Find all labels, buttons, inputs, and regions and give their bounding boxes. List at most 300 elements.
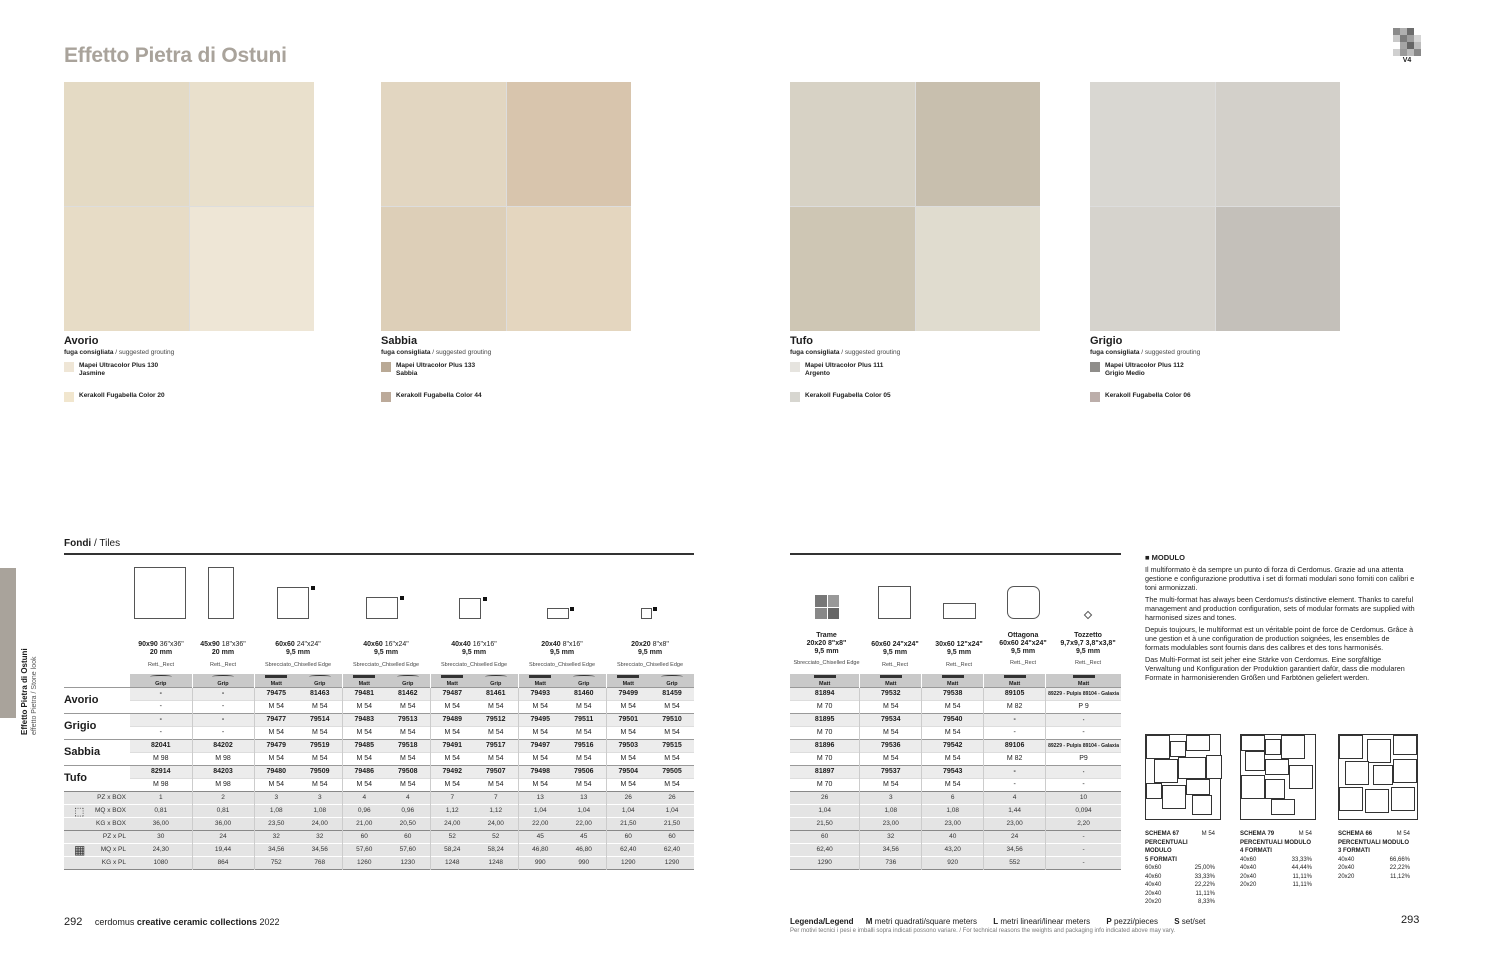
packaging-unit: M 54 xyxy=(606,700,650,713)
legend-text: set/set xyxy=(1181,917,1206,926)
size-in: 18"x36" xyxy=(221,641,246,648)
product-code: 81895 xyxy=(790,713,860,726)
packaging-unit: M 54 xyxy=(922,700,984,713)
packaging-unit: M 54 xyxy=(922,726,984,739)
packaging-unit: M 54 xyxy=(399,781,416,788)
grout-mapei xyxy=(64,362,304,378)
packaging-unit: - xyxy=(984,778,1046,791)
packaging-unit: M 54 xyxy=(922,778,984,791)
packaging-unit: M 54 xyxy=(311,729,328,736)
schema-66 xyxy=(1338,830,1410,881)
brand-name: cerdomus xyxy=(94,917,135,927)
schema-percent: 11,11% xyxy=(1195,890,1215,897)
packaging-unit: M 70 xyxy=(816,703,833,710)
product-code: 79506 xyxy=(562,765,606,778)
packaging-value: 40 xyxy=(922,830,984,843)
grout-kerakoll xyxy=(64,392,304,402)
packaging-unit: M 54 xyxy=(342,700,386,713)
legend-text: pezzi/pieces xyxy=(1113,917,1158,926)
grout-color-chip xyxy=(64,392,74,402)
packaging-value: 24 xyxy=(192,830,254,843)
product-code: 79511 xyxy=(562,713,606,726)
matt-icon xyxy=(529,675,551,678)
schema-percent: 33,33% xyxy=(1291,856,1312,863)
schema-size: 40x60 xyxy=(1145,873,1162,880)
finish-label: Grip xyxy=(666,680,678,687)
matt-icon xyxy=(617,675,639,678)
packaging-value: 7 xyxy=(474,791,518,804)
packaging-value: 43,20 xyxy=(922,843,984,856)
packaging-unit: M 54 xyxy=(575,755,592,762)
packaging-value: 52 xyxy=(474,830,518,843)
packaging-value: 4 xyxy=(984,791,1046,804)
schema-percent: 11,11% xyxy=(1292,873,1312,880)
color-info-grigio xyxy=(1090,335,1330,402)
packaging-value: 7 xyxy=(430,791,474,804)
packaging-value: 1290 xyxy=(790,856,860,869)
packaging-unit: M 54 xyxy=(430,778,474,791)
packaging-value: 21,50 xyxy=(790,817,860,830)
product-code: 79508 xyxy=(386,765,430,778)
finish-header xyxy=(254,674,298,687)
schema-size: 20x20 xyxy=(1240,882,1257,888)
schema-size: 60x60 xyxy=(1145,865,1162,871)
schema-size: 40x40 xyxy=(1338,856,1355,863)
packaging-unit: M 54 xyxy=(254,752,298,765)
size-label xyxy=(991,632,1055,667)
packaging-unit: M 54 xyxy=(311,703,328,710)
table-row xyxy=(790,765,1121,778)
product-code: 81896 xyxy=(790,739,860,752)
thickness: 9,5 mm xyxy=(637,649,663,656)
grout-kerakoll xyxy=(790,392,1030,402)
table-row xyxy=(64,700,694,713)
grout-name: Mapei Ultracolor Plus 112 xyxy=(1105,362,1184,369)
packaging-unit: - xyxy=(159,703,162,710)
size-in: 8"x8" xyxy=(652,641,669,648)
packaging-label-text: PZ x PL xyxy=(102,833,126,840)
finish-header xyxy=(430,674,474,687)
grigio-swatch-image xyxy=(1090,82,1340,331)
packaging-value: 24,00 xyxy=(430,817,474,830)
grout-name: Kerakoll Fugabella Color 05 xyxy=(805,392,891,399)
grip-icon xyxy=(397,675,419,678)
packaging-value: 32 xyxy=(254,830,298,843)
packaging-value: - xyxy=(1046,830,1121,843)
edge-type: Rett._Rect xyxy=(882,662,908,668)
packaging-unit: M 54 xyxy=(664,729,680,736)
size-name: Trame xyxy=(816,632,837,639)
tile-60x60-rect-icon xyxy=(878,586,911,619)
product-code: 79497 xyxy=(518,739,562,752)
packaging-value: 60 xyxy=(606,830,650,843)
edge-marker-icon xyxy=(311,586,315,590)
product-code: 81894 xyxy=(790,687,860,700)
packaging-value: 34,56 xyxy=(254,843,298,856)
footer-left xyxy=(64,916,280,928)
product-code: 79498 xyxy=(518,765,562,778)
finish-header xyxy=(298,674,342,687)
packaging-unit: M 54 xyxy=(575,729,592,736)
packaging-value: 20,50 xyxy=(386,817,430,830)
legend xyxy=(790,917,1205,926)
side-title: Effetto Pietra di Ostuni xyxy=(20,648,29,735)
product-code: 79507 xyxy=(474,765,518,778)
packaging-value: 23,00 xyxy=(984,817,1046,830)
thickness: 9,5 mm xyxy=(1010,648,1036,655)
packaging-unit: - xyxy=(1046,778,1121,791)
grout-color-chip xyxy=(790,392,800,402)
edge-type: Sbrecciato_Chiselled Edge xyxy=(616,662,684,668)
fuga-label: fuga consigliata / suggested grouting xyxy=(1090,349,1201,356)
avorio-swatch-image xyxy=(64,82,314,331)
finish-header xyxy=(922,674,984,687)
packaging-unit: M 54 xyxy=(487,755,504,762)
packaging-label xyxy=(64,843,130,856)
grout-name: Kerakoll Fugabella Color 06 xyxy=(1105,392,1191,399)
grout-color-chip xyxy=(381,392,391,402)
product-code: 81459 xyxy=(650,687,694,700)
packaging-value: 1,04 xyxy=(790,804,860,817)
schema-unit: M 54 xyxy=(1298,831,1312,837)
page-number-left: 292 xyxy=(64,916,83,928)
packaging-value: 32 xyxy=(860,830,922,843)
packaging-row xyxy=(790,804,1121,817)
packaging-value: 60 xyxy=(386,830,430,843)
packaging-unit: M 54 xyxy=(254,778,298,791)
finish-header xyxy=(562,674,606,687)
fuga-en: suggested grouting xyxy=(1144,349,1201,356)
packaging-unit: M 54 xyxy=(487,729,504,736)
packaging-value: 0,81 xyxy=(130,804,192,817)
packaging-unit: M 54 xyxy=(606,726,650,739)
finish-header xyxy=(650,674,694,687)
table-row xyxy=(64,739,694,752)
modulo-text-en: The multi-format has always been Cerdomus's distinctive element. Thanks to careful management and production configuration, sets of modular formats are supplied with harmonised sizes and tones. xyxy=(1145,595,1415,622)
tile-20x40-icon xyxy=(547,608,569,619)
packaging-value: 6 xyxy=(922,791,984,804)
packaging-value: 2,20 xyxy=(1046,817,1121,830)
packaging-row xyxy=(790,817,1121,830)
schema-size: 20x40 xyxy=(1145,890,1162,897)
product-code: 79487 xyxy=(430,687,474,700)
schema-size: 40x60 xyxy=(1240,856,1257,863)
tiles-code-table-left xyxy=(64,674,694,870)
schema-size: 40x40 xyxy=(1145,882,1162,888)
product-code: - xyxy=(1046,765,1121,778)
product-code: 79537 xyxy=(860,765,922,778)
finish-header xyxy=(342,674,386,687)
fuga-it: fuga consigliata xyxy=(790,349,840,356)
table-row xyxy=(64,778,694,791)
edge-type: Rett._Rect xyxy=(1010,660,1036,666)
color-info-avorio xyxy=(64,335,304,402)
packaging-value: 1290 xyxy=(606,856,650,869)
packaging-label xyxy=(64,830,130,843)
packaging-value: 57,60 xyxy=(386,843,430,856)
packaging-row xyxy=(64,830,694,843)
packaging-value: 13 xyxy=(562,791,606,804)
thickness: 20 mm xyxy=(149,649,173,656)
size-label xyxy=(342,641,430,669)
schema-unit: M 54 xyxy=(1201,831,1215,837)
packaging-value: 60 xyxy=(650,830,694,843)
schema-name: SCHEMA 79 xyxy=(1240,831,1275,837)
finish-label: Grip xyxy=(490,680,502,687)
product-code: 89105 xyxy=(984,687,1046,700)
finish-header xyxy=(386,674,430,687)
edge-marker-icon xyxy=(400,596,404,600)
legend-key: P xyxy=(1106,917,1112,926)
size-in: 16"x24" xyxy=(384,641,409,648)
grout-color-chip xyxy=(790,362,800,372)
size-cm: 60x60 24"x24" xyxy=(999,640,1047,647)
packaging-value: 1290 xyxy=(650,856,694,869)
edge-type: Sbrecciato_Chiselled Edge xyxy=(440,662,508,668)
color-info-sabbia xyxy=(381,335,621,402)
color-info-tufo xyxy=(790,335,1030,402)
schema-size: 20x20 xyxy=(1145,899,1162,905)
packaging-label xyxy=(64,791,130,804)
finish-header xyxy=(192,674,254,687)
packaging-unit: M 54 xyxy=(575,781,592,788)
size-cm: 20x20 xyxy=(631,641,651,648)
packaging-unit: M 54 xyxy=(664,755,680,762)
fuga-it: fuga consigliata xyxy=(1090,349,1140,356)
matt-icon xyxy=(814,675,836,678)
tile-30x60-icon xyxy=(943,603,976,619)
packaging-value: 920 xyxy=(922,856,984,869)
packaging-value: 1,08 xyxy=(254,804,298,817)
collection-logo xyxy=(1393,28,1421,64)
schema-percent: 11,11% xyxy=(1292,882,1312,888)
thickness: 9,5 mm xyxy=(285,649,311,656)
size-cm: 30x60 12"x24" xyxy=(935,641,983,648)
packaging-unit: M 70 xyxy=(816,781,833,788)
grout-color-chip xyxy=(64,362,74,372)
packaging-unit: M 54 xyxy=(430,726,474,739)
table-row xyxy=(64,765,694,778)
packaging-value: 19,44 xyxy=(192,843,254,856)
table-row xyxy=(790,726,1121,739)
packaging-value: 1,04 xyxy=(606,804,650,817)
page-number-right: 293 xyxy=(1401,914,1420,926)
packaging-unit: M 54 xyxy=(311,781,328,788)
size-name: Tozzetto xyxy=(1074,632,1102,639)
packaging-label xyxy=(64,856,130,869)
finish-header xyxy=(606,674,650,687)
page-title: Effetto Pietra di Ostuni xyxy=(64,44,287,67)
modulo-text-de: Das Multi-Format ist seit jeher eine Stärke von Cerdomus. Eine sorgfältige Verwaltung und Konfiguration der Produktion garantiert dafür, dass die modularen Formate in harmonisierenden Größen und Farbtönen geliefert werden. xyxy=(1145,655,1405,682)
schema-format-count: 4 FORMATI xyxy=(1240,848,1272,854)
packaging-value: 58,24 xyxy=(430,843,474,856)
size-cm: 60x60 24"x24" xyxy=(871,641,919,648)
matt-icon xyxy=(1073,675,1095,678)
size-in: 16"x16" xyxy=(472,641,497,648)
side-tab xyxy=(0,568,16,718)
grout-mapei xyxy=(790,362,1030,378)
edge-type: Sbrecciato_Chiselled Edge xyxy=(264,662,332,668)
packaging-value: 60 xyxy=(342,830,386,843)
grout-shade: Jasmine xyxy=(79,370,106,377)
legend-text: metri quadrati/square meters xyxy=(874,917,977,926)
packaging-value: 752 xyxy=(254,856,298,869)
product-code: 84203 xyxy=(192,765,254,778)
finish-label: Matt xyxy=(885,680,897,687)
packaging-unit: - xyxy=(984,726,1046,739)
product-code: 84202 xyxy=(192,739,254,752)
product-code: 79483 xyxy=(342,713,386,726)
packaging-value: 21,50 xyxy=(606,817,650,830)
fuga-en: suggested grouting xyxy=(844,349,901,356)
packaging-label-text: KG x PL xyxy=(101,859,126,866)
product-code: 79489 xyxy=(430,713,474,726)
row-color-name: Grigio xyxy=(64,720,97,732)
modulo-text-fr: Depuis toujours, le multiformat est un véritable point de force de Cerdomus. Grâce à une gestion et à une configuration de production soignées, les ensembles de formats modulables sont fournis dans des calibres et des tons harmonisés. xyxy=(1145,625,1414,652)
table-row xyxy=(790,752,1121,765)
fuga-en: suggested grouting xyxy=(118,349,175,356)
packaging-row xyxy=(790,791,1121,804)
size-in: 36"x36" xyxy=(159,641,184,648)
grout-color-chip xyxy=(381,362,391,372)
product-code: 79503 xyxy=(606,739,650,752)
tufo-swatch-image xyxy=(790,82,1040,331)
packaging-value: 1,04 xyxy=(518,804,562,817)
size-cm: 90x90 xyxy=(138,641,158,648)
tiles-code-table-right xyxy=(790,674,1121,870)
product-code: 81897 xyxy=(790,765,860,778)
packaging-unit: P 9 xyxy=(1046,700,1121,713)
legend-key: S xyxy=(1174,917,1180,926)
size-cm: 45x90 xyxy=(200,641,220,648)
grout-name: Kerakoll Fugabella Color 20 xyxy=(79,392,165,399)
packaging-value: 1,12 xyxy=(430,804,474,817)
schema-percent-label: PERCENTUALI MODULO xyxy=(1240,839,1311,846)
packaging-value: 1,08 xyxy=(298,804,342,817)
schema-name: SCHEMA 66 xyxy=(1338,831,1373,837)
product-code: 79492 xyxy=(430,765,474,778)
packaging-value: 4 xyxy=(342,791,386,804)
finish-label: Matt xyxy=(1008,680,1021,687)
schema-percent: 22,22% xyxy=(1194,882,1215,888)
catalog-year: 2022 xyxy=(259,917,280,927)
product-code: 79475 xyxy=(254,687,298,700)
packaging-unit: M 54 xyxy=(664,781,680,788)
packaging-value: 22,00 xyxy=(562,817,606,830)
product-code: 79481 xyxy=(342,687,386,700)
product-code: 79519 xyxy=(298,739,342,752)
tiles-heading-en: / Tiles xyxy=(94,538,121,549)
packaging-value: 10 xyxy=(1046,791,1121,804)
thickness: 9,5 mm xyxy=(549,649,575,656)
size-label xyxy=(927,641,991,669)
packaging-value: 1,12 xyxy=(474,804,518,817)
finish-label: Matt xyxy=(622,680,634,687)
packaging-row xyxy=(64,843,694,856)
matt-icon xyxy=(353,675,375,678)
table-row xyxy=(790,778,1121,791)
product-code: - xyxy=(130,713,192,726)
schema-67-pattern-diagram xyxy=(1145,734,1221,820)
packaging-unit: M 98 xyxy=(152,755,169,762)
product-code: 79534 xyxy=(860,713,922,726)
finish-label: Grip xyxy=(578,680,590,687)
product-code: 79513 xyxy=(386,713,430,726)
sabbia-swatch-image xyxy=(381,82,631,331)
packaging-unit: - xyxy=(192,700,254,713)
finish-label: Matt xyxy=(947,680,959,687)
packaging-unit: M 54 xyxy=(606,778,650,791)
size-cm: 40x40 xyxy=(451,641,471,648)
packaging-unit: P9 xyxy=(1046,752,1121,765)
packaging-value: 990 xyxy=(562,856,606,869)
packaging-value: 0,96 xyxy=(386,804,430,817)
edge-type: Rett._Rect xyxy=(210,662,236,668)
packaging-unit: M 54 xyxy=(518,778,562,791)
matt-icon xyxy=(942,675,964,678)
packaging-value: 24,00 xyxy=(474,817,518,830)
grip-icon xyxy=(150,675,172,678)
packaging-value: 4 xyxy=(386,791,430,804)
product-code: 79536 xyxy=(860,739,922,752)
tiles-heading xyxy=(64,538,120,549)
schema-size: 20x20 xyxy=(1338,873,1355,880)
packaging-value: 3 xyxy=(254,791,298,804)
packaging-value: 0,81 xyxy=(192,804,254,817)
row-color-name: Avorio xyxy=(64,694,99,706)
color-name: Grigio xyxy=(1090,335,1123,347)
edge-marker-icon xyxy=(653,607,657,611)
schema-name: SCHEMA 67 xyxy=(1145,831,1180,837)
product-code: 79485 xyxy=(342,739,386,752)
schema-size: 20x40 xyxy=(1338,865,1355,871)
packaging-value: 0,96 xyxy=(342,804,386,817)
grout-name: Mapei Ultracolor Plus 130 xyxy=(79,362,159,369)
grout-kerakoll xyxy=(381,392,621,402)
finish-header xyxy=(474,674,518,687)
packaging-value: 36,00 xyxy=(192,817,254,830)
packaging-value: 1248 xyxy=(430,856,474,869)
schema-percent-label: PERCENTUALI MODULO xyxy=(1145,839,1188,854)
legend-key: L xyxy=(993,917,999,926)
packaging-unit: M 54 xyxy=(860,700,922,713)
size-label xyxy=(130,641,192,669)
edge-type: Rett._Rect xyxy=(1075,660,1101,666)
packaging-label-text: MQ x BOX xyxy=(94,807,126,814)
packaging-value: 23,00 xyxy=(922,817,984,830)
product-code: 79495 xyxy=(518,713,562,726)
packaging-value: 864 xyxy=(192,856,254,869)
size-label xyxy=(518,641,606,669)
thickness: 9,5 mm xyxy=(461,649,487,656)
schema-size: 40x40 xyxy=(1240,865,1257,871)
schema-66-pattern-diagram xyxy=(1338,734,1418,820)
packaging-value: 34,56 xyxy=(860,843,922,856)
grout-mapei xyxy=(381,362,621,378)
size-label xyxy=(430,641,518,669)
packaging-value: 62,40 xyxy=(650,843,694,856)
product-code: 79542 xyxy=(922,739,984,752)
logo-label: V4 xyxy=(1402,57,1412,64)
packaging-value: 1 xyxy=(130,791,192,804)
packaging-value: 990 xyxy=(518,856,562,869)
packaging-unit: - xyxy=(192,726,254,739)
product-code: 79532 xyxy=(860,687,922,700)
product-code: 89229 - Pulpis 89104 - Galaxia xyxy=(1046,687,1121,700)
packaging-value: 23,50 xyxy=(254,817,298,830)
packaging-unit: M 54 xyxy=(342,778,386,791)
packaging-unit: M 70 xyxy=(816,755,833,762)
